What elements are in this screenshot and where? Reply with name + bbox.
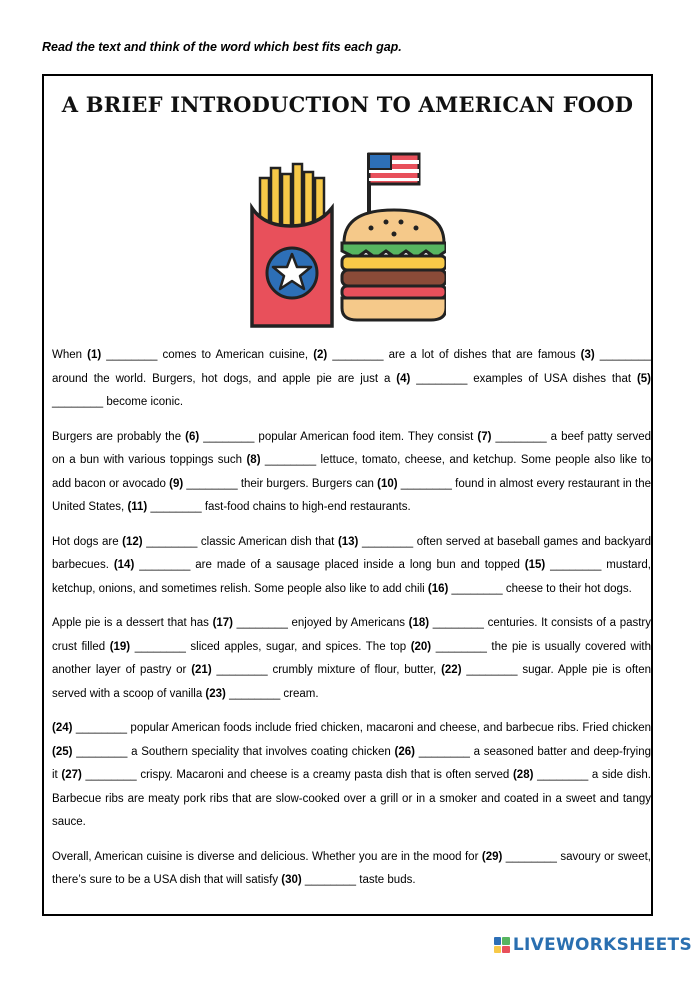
text-segment: ________ a seasoned batter and deep-frying it [52, 745, 651, 781]
text-segment: ________ enjoyed by Americans [233, 617, 409, 629]
text-segment: ________ crumbly mixture of flour, butter, [211, 664, 442, 676]
gap-number: (4) [396, 372, 411, 385]
text-segment: ________ the pie is usually covered with another layer of pastry or [52, 640, 651, 676]
gap-number: (23) [205, 687, 226, 700]
gap-number: (26) [394, 745, 415, 758]
gap-number: (17) [212, 617, 234, 629]
fries-burger-flag-icon [246, 148, 446, 333]
text-segment: ________ around the world. Burgers, hot dogs, and apple pie are just a [52, 349, 651, 385]
brand-watermark [494, 935, 692, 955]
text-segment: Overall, American cuisine is diverse and delicious. Whether you are in the mood for [52, 850, 482, 863]
text-segment: ________ mustard, ketchup, onions, and sometimes relish. Some people also like to add chili [52, 559, 651, 595]
worksheet-frame [42, 74, 653, 916]
text-segment: ________ crispy. Macaroni and cheese is a creamy pasta dish that is often served [81, 769, 513, 781]
liveworksheets-logo-icon [494, 937, 510, 953]
text-segment: ________ classic American dish that [142, 535, 338, 548]
text-segment: ________ lettuce, tomato, cheese, and ketchup. Some people also like to add bacon or avocado [52, 454, 651, 490]
gap-number: (18) [408, 617, 430, 629]
text-segment: ________ cream. [225, 687, 319, 700]
text-segment: ________ comes to American cuisine, [101, 349, 314, 361]
text-segment: ________ a beef patty served on a bun with various toppings such [52, 430, 651, 466]
gap-number: (29) [481, 850, 503, 863]
text-segment: ________ popular American foods include fried chicken, macaroni and cheese, and barbecue ribs. Fried chicken [72, 722, 651, 734]
text-segment: Hot dogs are [52, 535, 123, 548]
text-segment: ________ a side dish. Barbecue ribs are meaty pork ribs that are slow-cooked over a grill or in a smoker and coated in a sweet and tangy sauce. [52, 769, 651, 828]
worksheet-title: A BRIEF INTRODUCTION TO AMERICAN FOOD [61, 92, 634, 117]
gap-number: (14) [113, 559, 135, 571]
brand-name: LIVEWORKSHEETS [512, 935, 692, 955]
text-segment: ________ are a lot of dishes that are famous [327, 349, 581, 361]
gap-number: (30) [281, 874, 302, 886]
paragraph-4 [52, 612, 651, 706]
gap-number: (19) [109, 640, 131, 653]
text-segment: ________ become iconic. [52, 396, 184, 408]
gap-number: (22) [441, 664, 462, 676]
text-segment: ________ savoury or sweet, there’s sure to be a USA dish that will satisfy [52, 850, 651, 886]
passage [52, 344, 651, 904]
text-segment: Burgers are probably the [52, 430, 186, 443]
text-segment: ________ centuries. It consists of a pastry crust filled [52, 617, 652, 653]
text-segment: ________ sugar. Apple pie is often served with a scoop of vanilla [52, 664, 651, 700]
gap-number: (15) [524, 559, 546, 571]
gap-number: (24) [52, 722, 73, 734]
gap-number: (9) [169, 477, 184, 490]
gap-number: (25) [52, 745, 73, 758]
gap-number: (20) [410, 640, 432, 653]
text-segment: ________ are made of a sausage placed inside a long bun and topped [134, 559, 525, 571]
paragraph-3 [52, 531, 651, 602]
paragraph-2 [52, 426, 651, 520]
paragraph-6 [52, 846, 651, 893]
gap-number: (8) [246, 454, 261, 466]
gap-number: (16) [427, 582, 449, 595]
gap-number: (21) [191, 664, 212, 676]
gap-number: (5) [636, 372, 651, 385]
gap-number: (13) [337, 535, 359, 548]
gap-number: (10) [377, 477, 398, 490]
text-segment: ________ a Southern speciality that involves coating chicken [72, 745, 395, 758]
gap-number: (12) [122, 535, 143, 548]
text-segment: ________ examples of USA dishes that [410, 372, 637, 385]
paragraph-1 [52, 344, 651, 415]
gap-number: (2) [313, 349, 328, 361]
gap-number: (27) [61, 769, 82, 781]
gap-number: (3) [580, 349, 595, 361]
text-segment: ________ their burgers. Burgers can [183, 477, 378, 490]
instruction-text: Read the text and think of the word which best fits each gap. [42, 40, 402, 54]
text-segment: When [52, 349, 88, 361]
gap-number: (11) [127, 501, 148, 513]
text-segment: ________ taste buds. [301, 874, 416, 886]
text-segment: ________ fast-food chains to high-end restaurants. [147, 501, 411, 513]
gap-number: (7) [477, 430, 492, 443]
text-segment: ________ sliced apples, sugar, and spices. The top [130, 640, 411, 653]
gap-number: (28) [512, 769, 534, 781]
text-segment: ________ cheese to their hot dogs. [448, 582, 632, 595]
gap-number: (6) [185, 430, 200, 443]
text-segment: ________ found in almost every restaurant in the United States, [52, 477, 651, 513]
text-segment: Apple pie is a dessert that has [52, 617, 213, 629]
text-segment: ________ often served at baseball games and backyard barbecues. [52, 535, 652, 571]
gap-number: (1) [87, 349, 102, 361]
paragraph-5 [52, 717, 651, 835]
text-segment: ________ popular American food item. They consist [199, 430, 478, 443]
